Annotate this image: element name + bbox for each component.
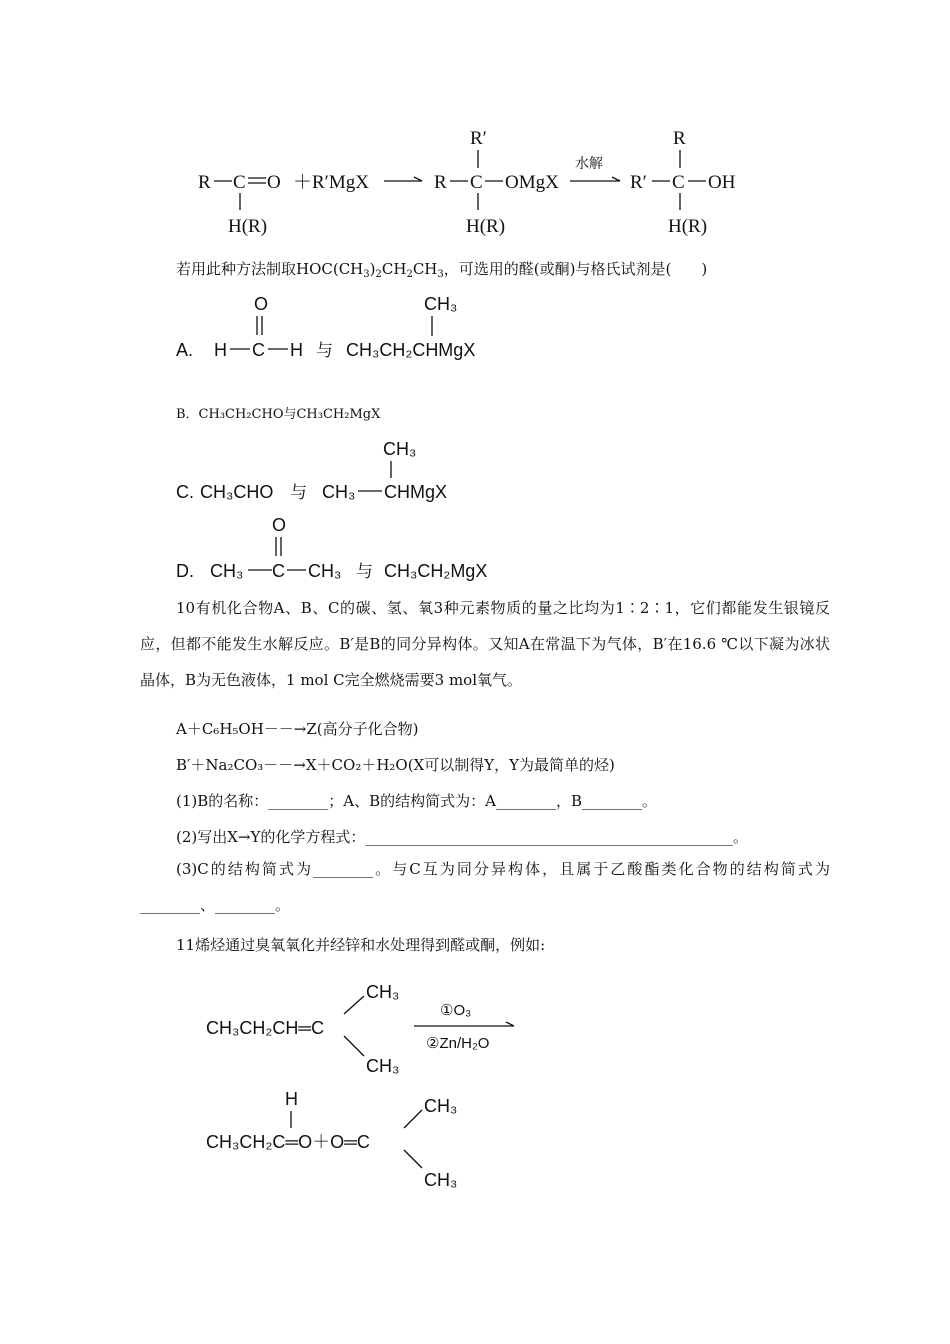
scheme-arrow-label: 水解 (575, 156, 603, 172)
product-h: H (285, 1089, 298, 1109)
scheme-c-1: C (233, 172, 246, 193)
product-bond-up (404, 1110, 422, 1128)
option-a-h-left: H (214, 340, 227, 360)
q10-reaction-2: B′＋Na₂CO₃－－→X＋CO₂＋H₂O(X可以制得Y，Y为最简单的烃) (176, 756, 615, 774)
q9-stem: 若用此种方法制取$HOC(CH_3)_2CH_2CH_3$，可选用的醛(或酮)与格氏试剂是( ) (176, 260, 708, 280)
product-top-methyl: CH₃ (424, 1096, 458, 1116)
option-d-conj: 与 (356, 562, 373, 582)
q10-question-3: (3)C的结构简式为________。与C互为同分异构体，且属于乙酸酯类化合物的结构简式为________、________。 (140, 860, 830, 914)
scheme-c-3: C (672, 172, 685, 193)
option-d-left: CH₃ (210, 561, 244, 581)
q11-stem: 11烯烃通过臭氧氧化并经锌和水处理得到醛或酮，例如: (176, 936, 546, 954)
scheme-r-top: R (673, 128, 686, 149)
scheme-r-2: R (434, 172, 447, 193)
ozonolysis-arrow-top: ①O₃ (440, 1002, 472, 1019)
option-c-left: CH₃ (322, 482, 356, 502)
option-a-oxygen: O (254, 294, 269, 314)
scheme-o-1: O (267, 172, 281, 193)
option-c-reagent: CHMgX (384, 482, 448, 502)
scheme-h-r-1: H(R) (228, 216, 268, 237)
q9-option-b: B．CH₃CH₂CHO与CH₃CH₂MgX (176, 407, 381, 422)
reactant-bond-down (344, 1036, 364, 1056)
scheme-h-r-3: H(R) (668, 216, 708, 237)
reactant-top-methyl: CH₃ (366, 982, 400, 1002)
option-d-letter: D. (176, 561, 194, 581)
option-a-conj: 与 (316, 341, 333, 361)
q10-reaction-1: A＋C₆H₅OH－－→Z(高分子化合物) (176, 720, 419, 738)
scheme-grignard-reagent: ＋R′MgX (293, 172, 369, 193)
scheme-oh: OH (708, 172, 736, 193)
option-d-oxygen: O (272, 515, 287, 535)
scheme-r-1: R (198, 172, 211, 193)
option-d-right: CH₃ (308, 561, 342, 581)
scheme-r-prime-3: R′ (630, 172, 647, 193)
option-a-carbon: C (252, 340, 265, 360)
option-a-h-right: H (290, 340, 303, 360)
reactant-chain: CH₃CH₂CH═C (206, 1018, 325, 1038)
scheme-h-r-2: H(R) (466, 216, 506, 237)
product-bond-down (404, 1150, 422, 1168)
q10-stem: 10有机化合物A、B、C的碳、氢、氧3种元素物质的量之比均为1∶2∶1，它们都能发生银镜反应，但都不能发生水解反应。B′是B的同分异构体。又知A在常温下为气体，B′在16.6 ℃以下凝为冰状晶体，B为无色液体，1 mol C完全燃烧需要3 mol氧气。 (140, 599, 830, 689)
option-d-reagent: CH₃CH₂MgX (384, 561, 488, 581)
reactant-bottom-methyl: CH₃ (366, 1056, 400, 1076)
option-c-aldehyde: CH₃CHO (200, 482, 274, 502)
q10-question-2: (2)写出X→Y的化学方程式：_________________________________________________。 (176, 828, 748, 846)
scheme-r-prime-top: R′ (470, 128, 487, 149)
reactant-bond-up (344, 996, 364, 1014)
option-a-branch: CH₃ (424, 294, 458, 314)
product-chain: CH₃CH₂C═O＋O═C (206, 1132, 370, 1152)
product-bottom-methyl: CH₃ (424, 1170, 458, 1190)
scheme-c-2: C (470, 172, 483, 193)
option-c-letter: C. (176, 482, 194, 502)
option-a-letter: A. (176, 340, 194, 360)
option-d-carbon: C (272, 561, 285, 581)
option-c-branch: CH₃ (383, 439, 417, 459)
ozonolysis-arrow-bottom: ②Zn/H₂O (426, 1035, 490, 1052)
q10-question-1: (1)B的名称：________；A、B的结构简式为：A________，B________。 (176, 792, 657, 810)
scheme-omgx: OMgX (505, 172, 559, 193)
option-a-reagent: CH₃CH₂CHMgX (346, 340, 476, 360)
option-c-conj: 与 (290, 483, 307, 503)
